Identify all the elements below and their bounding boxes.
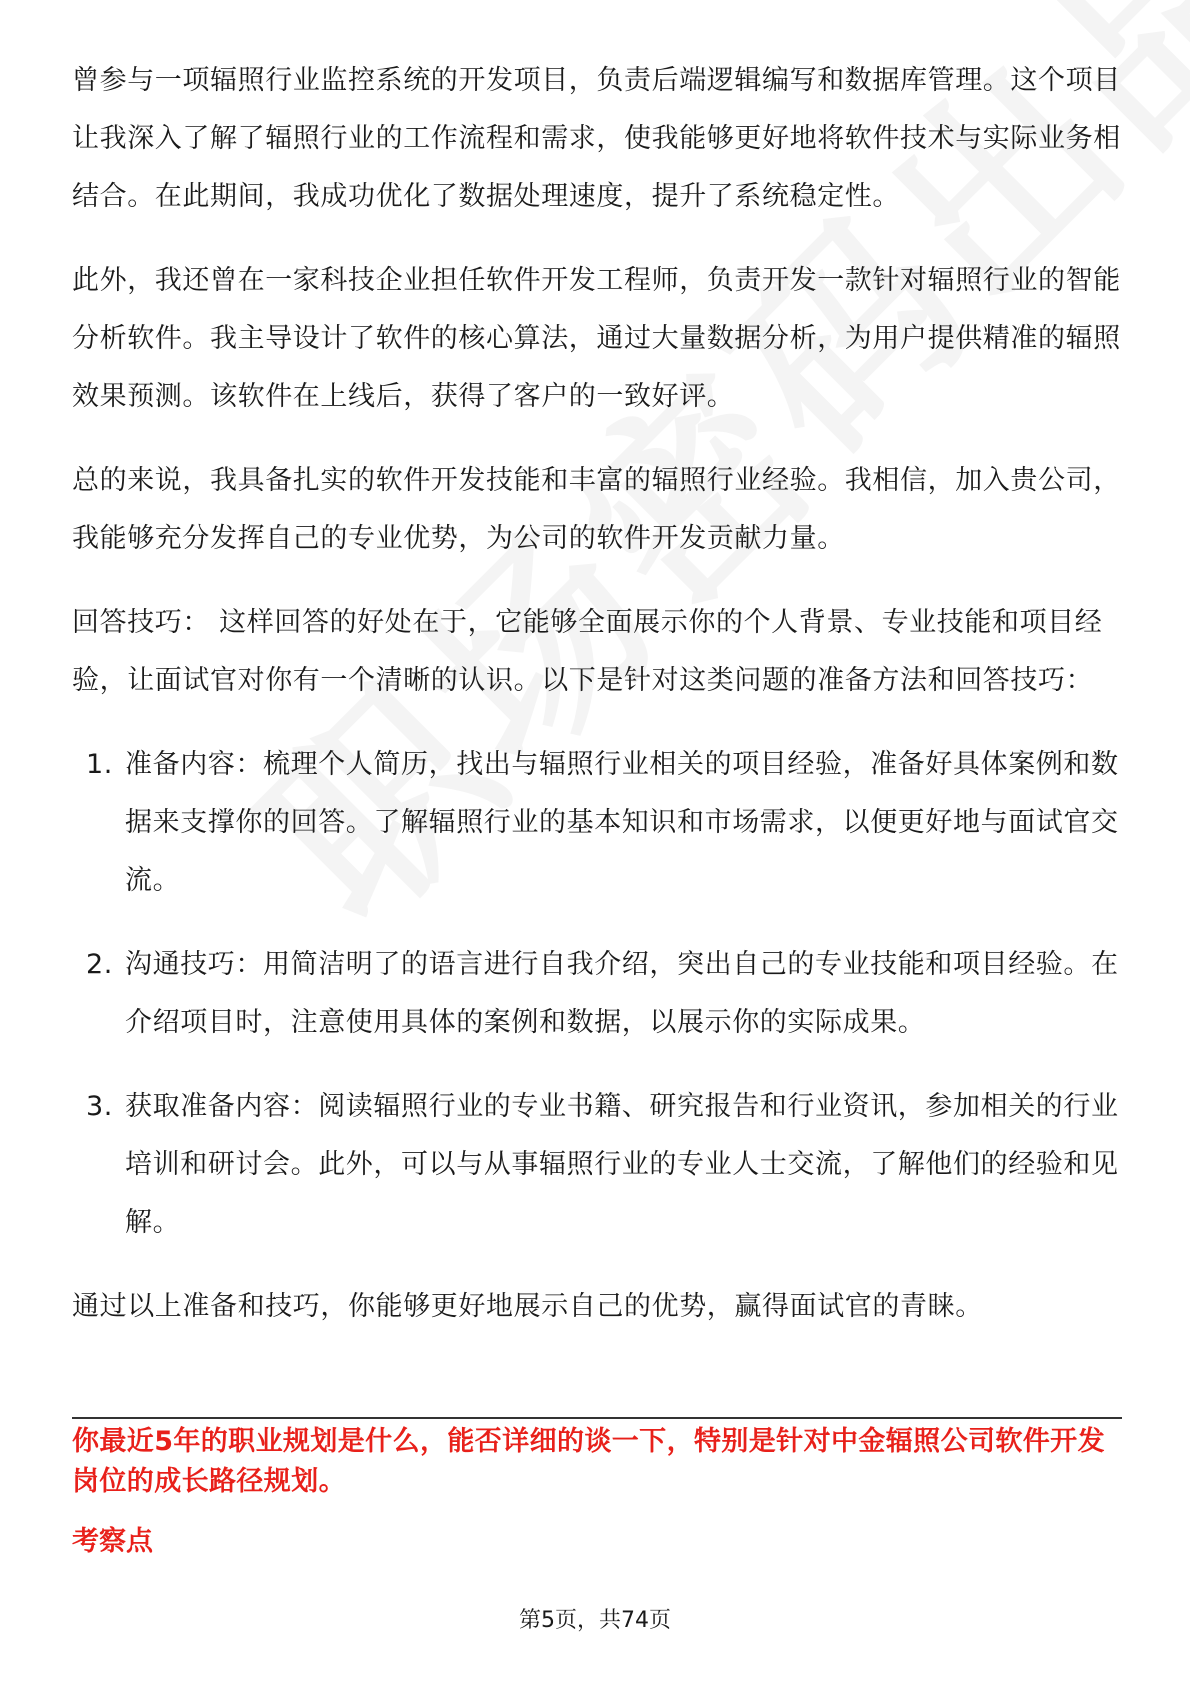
list-item [72, 936, 1122, 1052]
section-divider [72, 1417, 1122, 1419]
list-item-text: 沟通技巧：用简洁明了的语言进行自我介绍，突出自己的专业技能和项目经验。在介绍项目时，注意使用具体的案例和数据，以展示你的实际成果。 [125, 949, 1119, 1038]
section-label-assessment-points: 考察点 [72, 1526, 153, 1557]
document-body [72, 52, 1122, 1362]
list-item [72, 1078, 1122, 1252]
page-footer: 第5页，共74页 [519, 1608, 671, 1633]
paragraph-work-experience: 此外，我还曾在一家科技企业担任软件开发工程师，负责开发一款针对辐照行业的智能分析软件。我主导设计了软件的核心算法，通过大量数据分析，为用户提供精准的辐照效果预测。该软件在上线后，获得了客户的一致好评。 [72, 265, 1121, 412]
list-item-number: 2. [86, 949, 113, 980]
tips-list [72, 736, 1122, 1252]
paragraph-project-experience: 曾参与一项辐照行业监控系统的开发项目，负责后端逻辑编写和数据库管理。这个项目让我深入了解了辐照行业的工作流程和需求，使我能够更好地将软件技术与实际业务相结合。在此期间，我成功优化了数据处理速度，提升了系统稳定性。 [72, 65, 1121, 212]
list-item-number: 1. [86, 749, 113, 780]
paragraph-summary: 总的来说，我具备扎实的软件开发技能和丰富的辐照行业经验。我相信，加入贵公司，我能够充分发挥自己的专业优势，为公司的软件开发贡献力量。 [72, 465, 1121, 554]
paragraph-answer-tips: 回答技巧： 这样回答的好处在于，它能够全面展示你的个人背景、专业技能和项目经验，让面试官对你有一个清晰的认识。以下是针对这类问题的准备方法和回答技巧： [72, 607, 1103, 696]
question-heading: 你最近5年的职业规划是什么，能否详细的谈一下，特别是针对中金辐照公司软件开发岗位的成长路径规划。 [72, 1426, 1105, 1497]
paragraph-closing: 通过以上准备和技巧，你能够更好地展示自己的优势，赢得面试官的青睐。 [72, 1291, 983, 1322]
list-item-text: 获取准备内容：阅读辐照行业的专业书籍、研究报告和行业资讯，参加相关的行业培训和研讨会。此外，可以与从事辐照行业的专业人士交流，了解他们的经验和见解。 [125, 1091, 1119, 1238]
list-item [72, 736, 1122, 910]
list-item-number: 3. [86, 1091, 113, 1122]
list-item-text: 准备内容：梳理个人简历，找出与辐照行业相关的项目经验，准备好具体案例和数据来支撑你的回答。了解辐照行业的基本知识和市场需求，以便更好地与面试官交流。 [125, 749, 1119, 896]
